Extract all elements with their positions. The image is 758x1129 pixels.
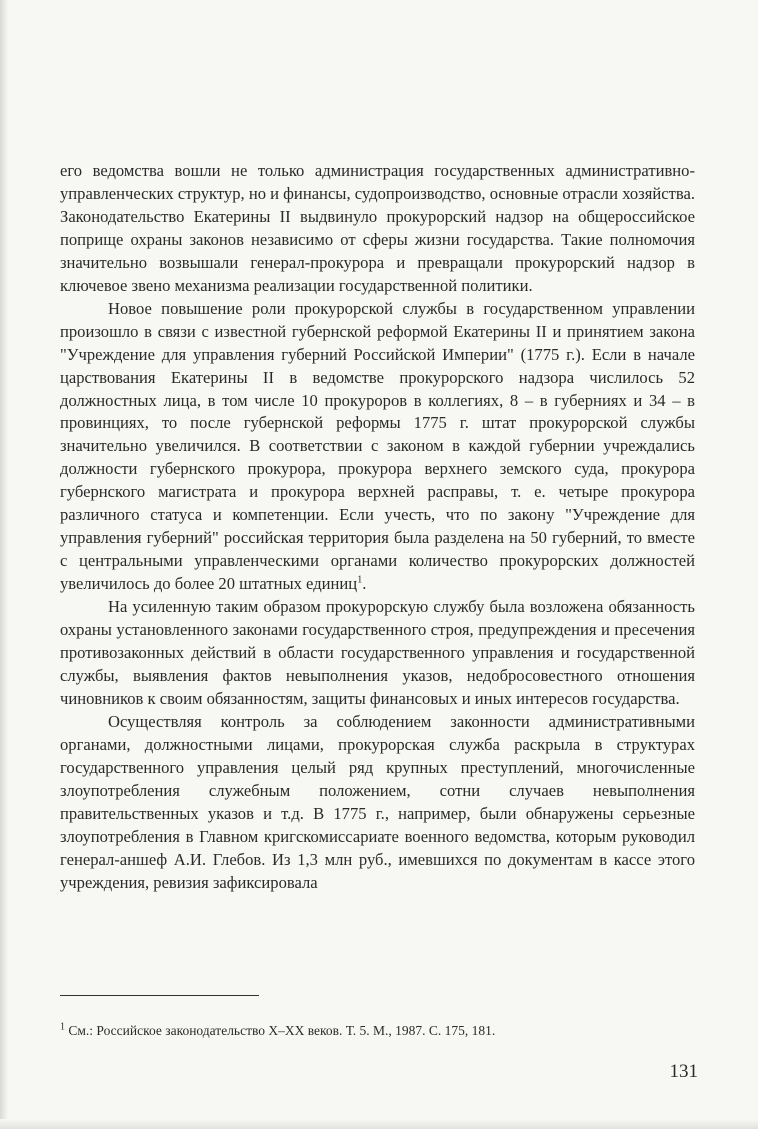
- body-text: [60, 160, 695, 895]
- footnote-mark: 1: [60, 1021, 65, 1033]
- paragraph-3: На усиленную таким образом прокурорскую службу была возложена обязанность охраны установленного законами государственного строя, предупреждения и пресечения противозаконных действий в области государственного управления и государственной службы, выявления фактов невыполнения указов, недобросовестного отношения чиновников к своим обязанностям, защиты финансовых и иных интересов государства.: [60, 597, 695, 708]
- paragraph-1: его ведомства вошли не только администрация государственных административно-управленческих структур, но и финансы, судопроизводство, основные отрасли хозяйства. Законодательство Екатерины II выдвинуло прокурорский надзор на общероссийское поприще охраны законов независимо от сферы жизни государства. Такие полномочия значительно возвышали генерал-прокурора и превращали прокурорский надзор в ключевое звено механизма реализации государственной политики.: [60, 161, 695, 295]
- scan-bottom-edge: [0, 1119, 758, 1129]
- paragraph-2: Новое повышение роли прокурорской службы в государственном управлении произошло в связи с известной губернской реформой Екатерины II и принятием закона "Учреждение для управления губерний Российской Империи" (1775 г.). Если в начале царствования Екатерины II в ведомстве прокурорского надзора числилось 52 должностных лица, в том числе 10 прокуроров в коллегиях, 8 – в губерниях и 34 – в провинциях, то после губернской реформы 1775 г. штат прокурорской службы значительно увеличился. В соответствии с законом в каждой губернии учреждались должности губернского прокурора, прокурора верхнего земского суда, прокурора губернского магистрата и прокурора верхней расправы, т. е. четыре прокурора различного статуса и компетенции. Если учесть, что по закону "Учреждение для управления губерний" российская территория была разделена на 50 губерний, то вместе с центральными управленческими органами количество прокурорских должностей увеличилось до более 20 штатных единиц$^1$.: [60, 298, 695, 594]
- paragraph-2-text: Новое повышение роли прокурорской службы в государственном управлении произошло в связи с известной губернской реформой Екатерины II и принятием закона "Учреждение для управления губерний Российской Империи" (1775 г.). Если в начале царствования Екатерины II в ведомстве прокурорского надзора числилось 52 должностных лица, в том числе 10 прокуроров в коллегиях, 8 – в губерниях и 34 – в провинциях, то после губернской реформы 1775 г. штат прокурорской службы значительно увеличился. В соответствии с законом в каждой губернии учреждались должности губернского прокурора, прокурора верхнего земского суда, прокурора губернского магистрата и прокурора верхней расправы, т. е. четыре прокурора различного статуса и компетенции. Если учесть, что по закону "Учреждение для управления губерний" российская территория была разделена на 50 губерний, то вместе с центральными управленческими органами количество прокурорских должностей увеличилось до более 20 штатных единиц: [60, 298, 695, 594]
- footnote: [60, 1022, 700, 1040]
- scan-left-edge: [0, 0, 8, 1129]
- footnote-reference: 1: [357, 574, 363, 586]
- footnote-divider: [60, 995, 259, 996]
- footnote-text: См.: Российское законодательство X–XX веков. Т. 5. М., 1987. С. 175, 181.: [65, 1023, 496, 1038]
- page-number: 131: [669, 1061, 698, 1082]
- paragraph-4: Осуществляя контроль за соблюдением законности административными органами, должностными лицами, прокурорская служба раскрыла в структурах государственного управления целый ряд крупных преступлений, многочисленные злоупотребления служебным положением, сотни случаев невыполнения правительственных указов и т.д. В 1775 г., например, были обнаружены серьезные злоупотребления в Главном кригскомиссариате военного ведомства, которым руководил генерал-аншеф А.И. Глебов. Из 1,3 млн руб., имевшихся по документам в кассе этого учреждения, ревизия зафиксировала: [60, 711, 695, 892]
